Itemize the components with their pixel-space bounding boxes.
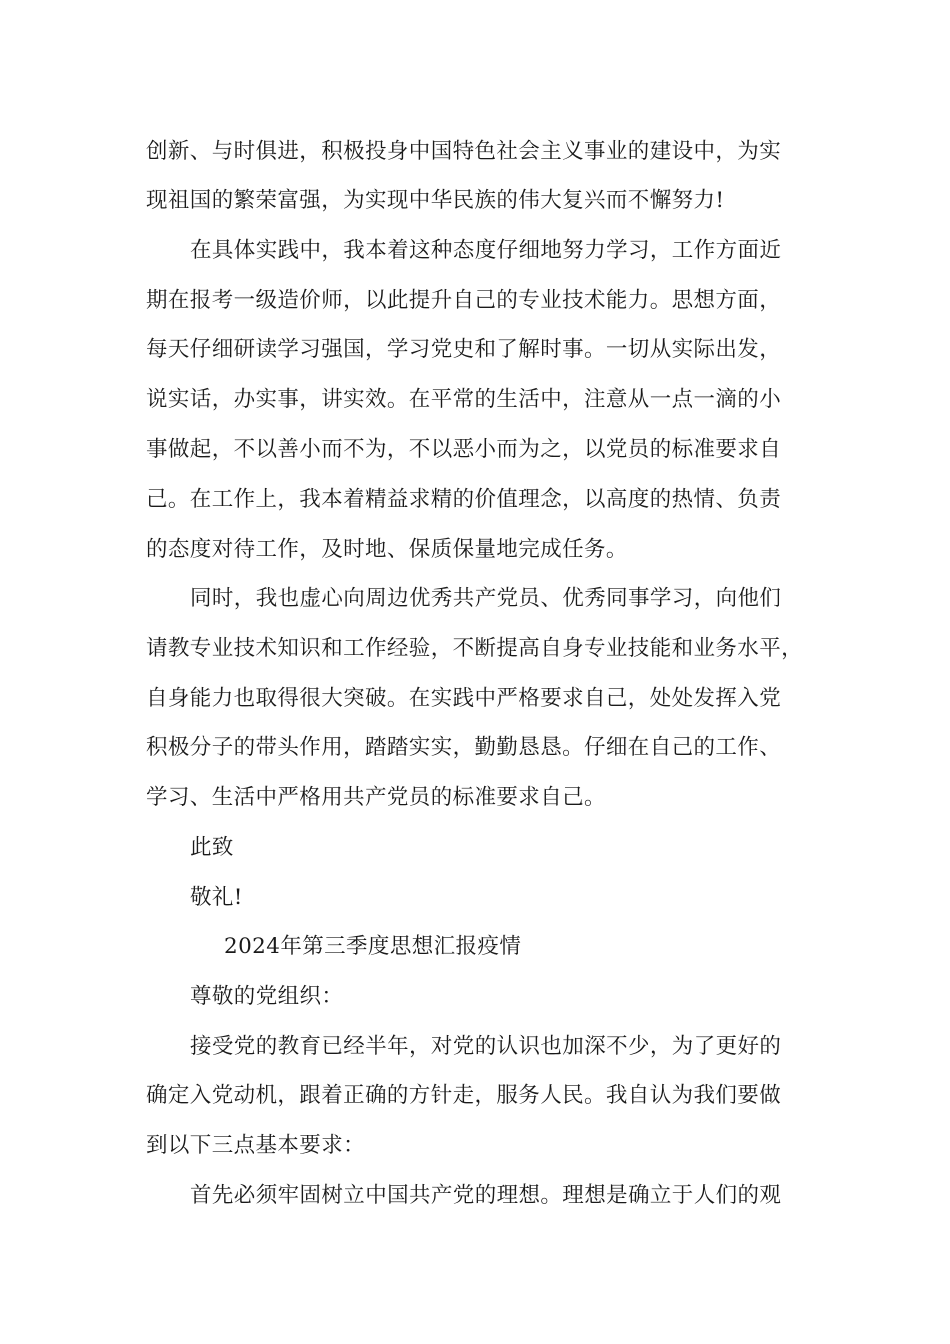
- text-line: 的态度对待工作，及时地、保质保量地完成任务。: [146, 537, 628, 562]
- text-line: 创新、与时俱进，积极投身中国特色社会主义事业的建设中，为实: [146, 139, 782, 164]
- salutation-line: 敬礼!: [190, 885, 243, 910]
- paragraph-first-line: 接受党的教育已经半年，对党的认识也加深不少，为了更好的: [190, 1034, 782, 1059]
- paragraph-first-line: 在具体实践中，我本着这种态度仔细地努力学习，工作方面近: [190, 238, 782, 263]
- text-line: 确定入党动机，跟着正确的方针走，服务人民。我自认为我们要做: [146, 1083, 782, 1108]
- text-line: 事做起，不以善小而不为，不以恶小而为之，以党员的标准要求自: [146, 437, 782, 462]
- paragraph-first-line: 首先必须牢固树立中国共产党的理想。理想是确立于人们的观: [190, 1183, 782, 1208]
- text-line: 现祖国的繁荣富强，为实现中华民族的伟大复兴而不懈努力!: [146, 188, 725, 213]
- text-line: 请教专业技术知识和工作经验，不断提高自身专业技能和业务水平，: [146, 636, 804, 661]
- text-line: 己。在工作上，我本着精益求精的价值理念，以高度的热情、负责: [146, 487, 782, 512]
- closing-line: 此致: [190, 835, 234, 860]
- text-line: 积极分子的带头作用，踏踏实实，勤勤恳恳。仔细在自己的工作、: [146, 735, 782, 760]
- section-title: 2024年第三季度思想汇报疫情: [224, 934, 522, 959]
- paragraph-first-line: 同时，我也虚心向周边优秀共产党员、优秀同事学习，向他们: [190, 586, 782, 611]
- text-line: 说实话，办实事，讲实效。在平常的生活中，注意从一点一滴的小: [146, 387, 782, 412]
- text-line: 自身能力也取得很大突破。在实践中严格要求自己，处处发挥入党: [146, 686, 782, 711]
- greeting-line: 尊敬的党组织：: [190, 984, 344, 1009]
- text-line: 学习、生活中严格用共产党员的标准要求自己。: [146, 785, 606, 810]
- text-line: 每天仔细研读学习强国，学习党史和了解时事。一切从实际出发，: [146, 337, 782, 362]
- text-line: 期在报考一级造价师，以此提升自己的专业技术能力。思想方面，: [146, 288, 782, 313]
- text-line: 到以下三点基本要求：: [146, 1133, 366, 1158]
